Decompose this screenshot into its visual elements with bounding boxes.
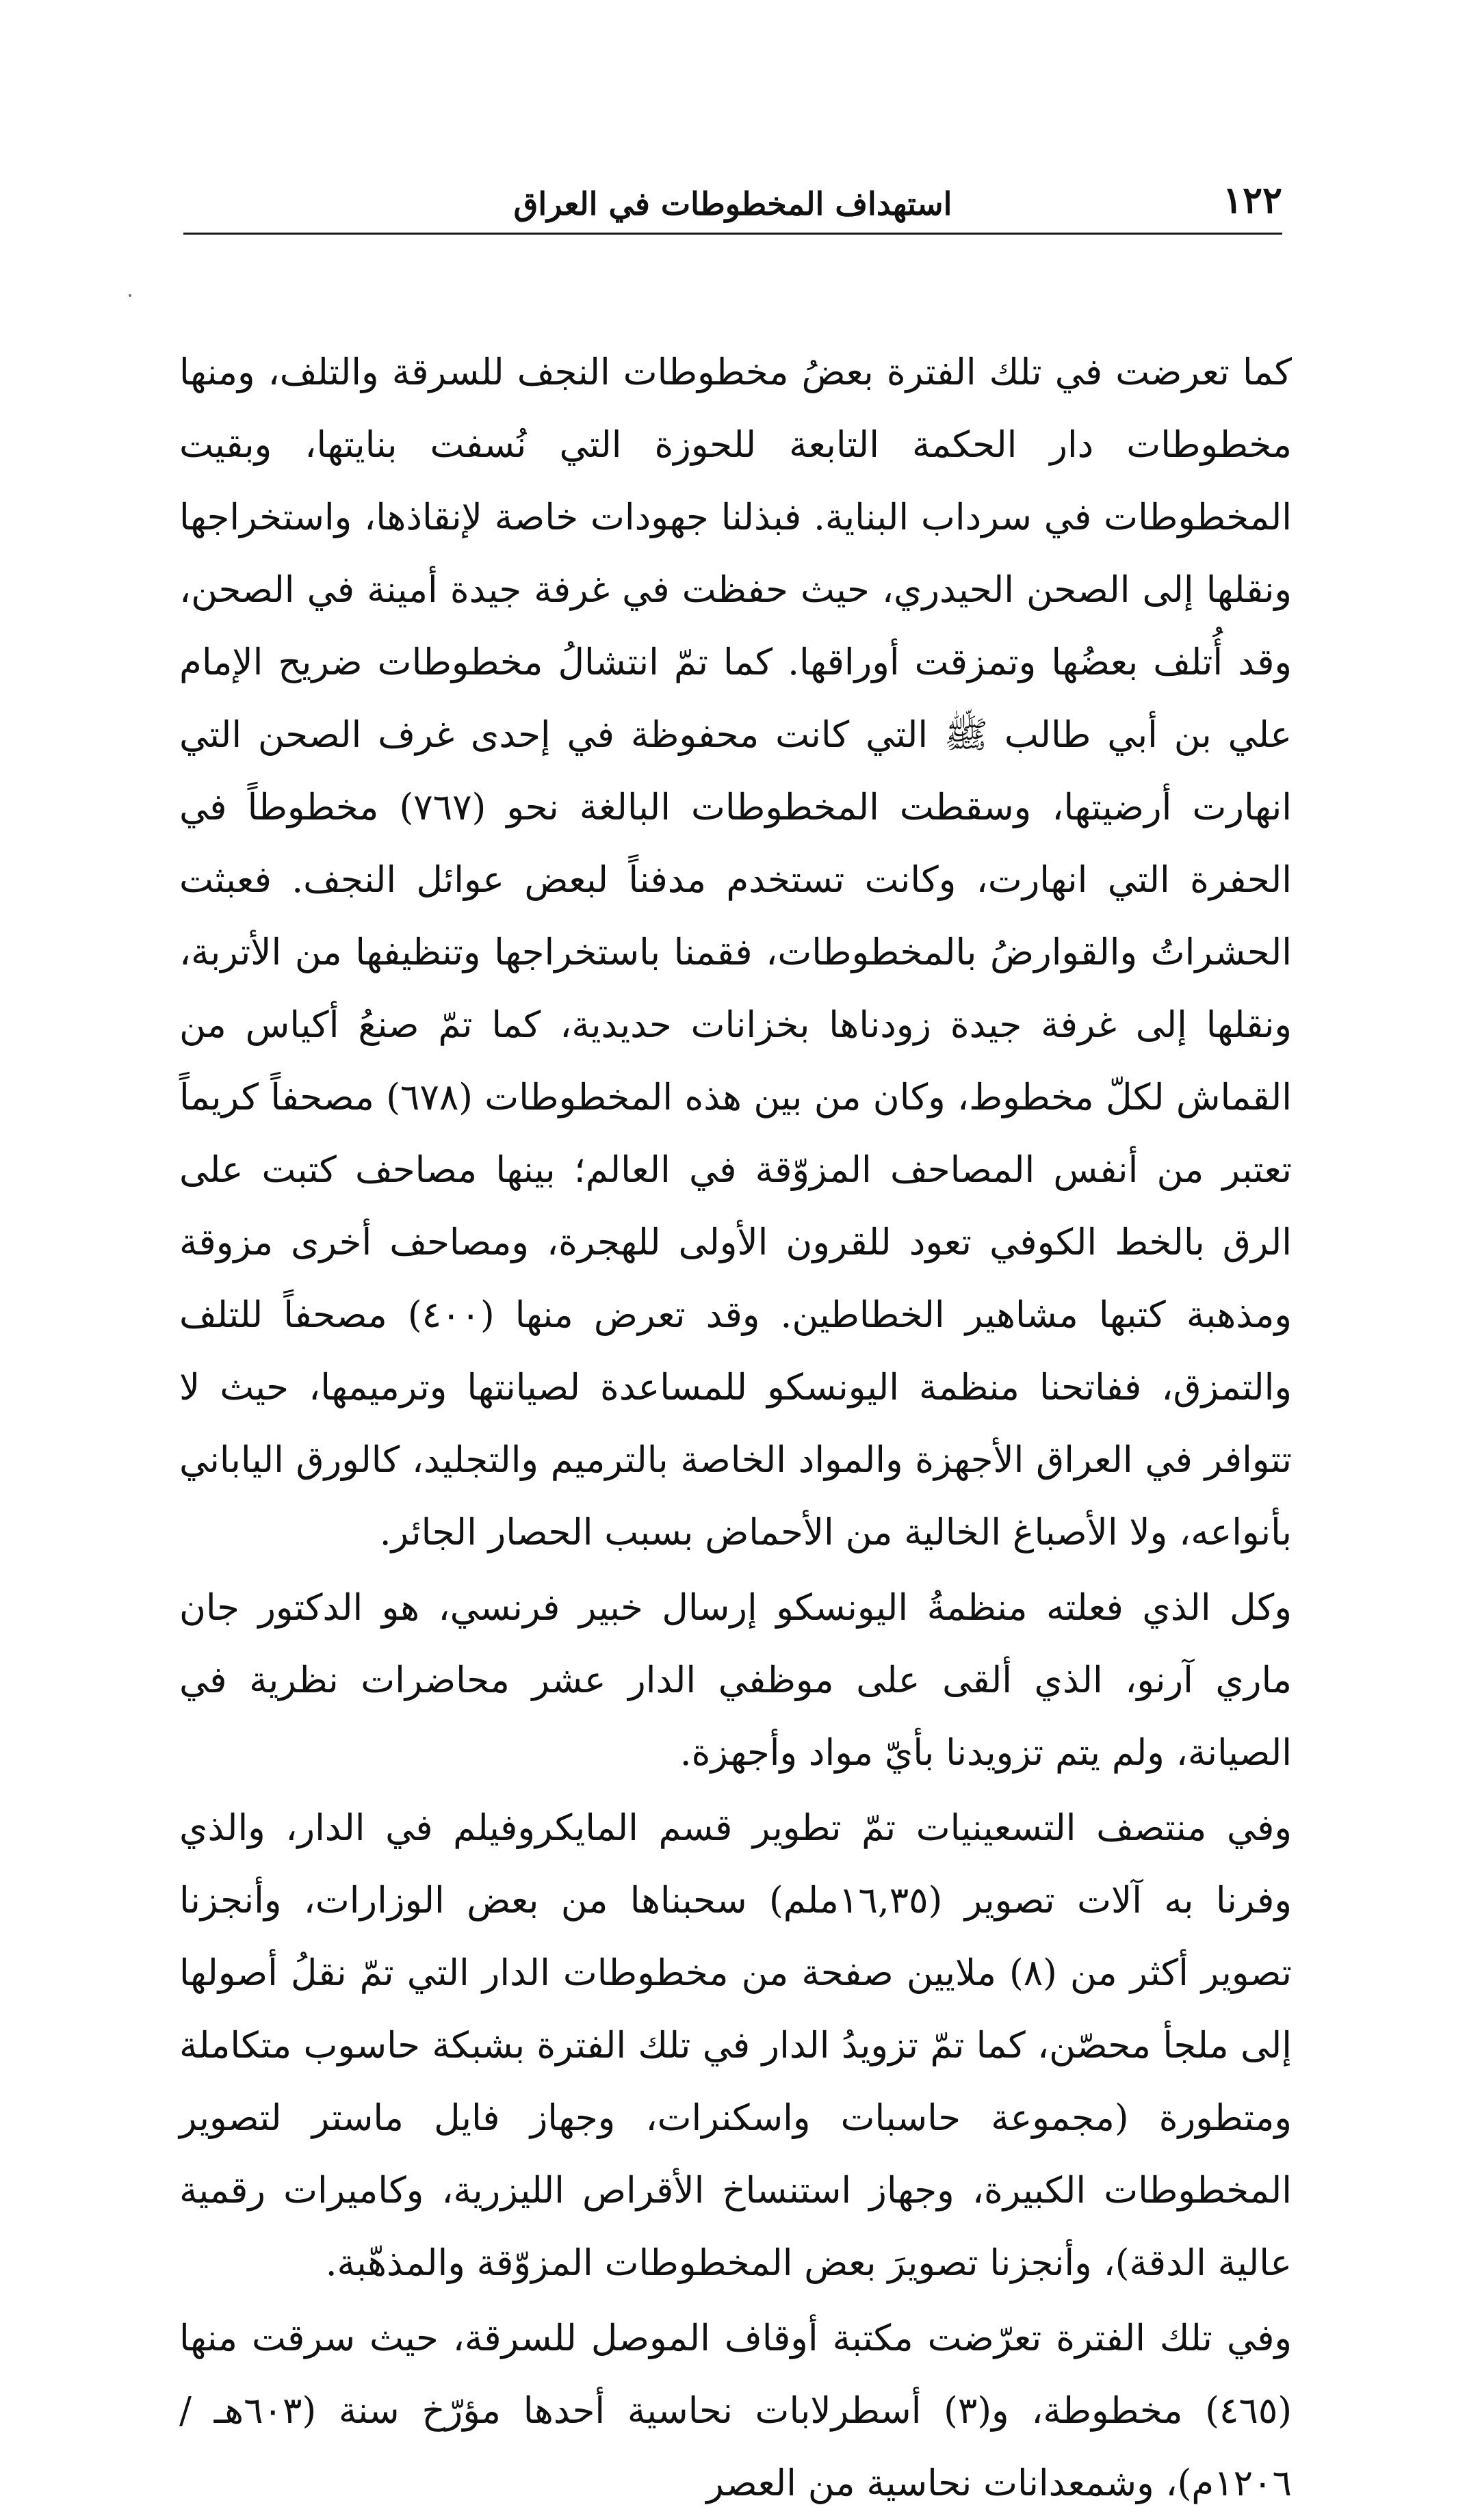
header-title: استهداف المخطوطات في العراق [513,185,952,222]
header-divider [183,233,1282,235]
paragraph: وفي تلك الفترة تعرّضت مكتبة أوقاف الموصل للسرقة، حيث سرقت منها (٤٦٥) مخطوطة، و(٣) أسطرلابات نحاسية أحدها مؤرّخ سنة (٦٠٣هـ /١٢٠٦م)، وشمعدانات نحاسية من العصر [179,2318,1292,2504]
body-text [179,337,1292,2520]
margin-speck [129,294,131,297]
paragraph: كما تعرضت في تلك الفترة بعضُ مخطوطات النجف للسرقة والتلف، ومنها مخطوطات دار الحكمة التابعة للحوزة التي نُسفت بنايتها، وبقيت المخطوطات في سرداب البناية. فبذلنا جهودات خاصة لإنقاذها، واستخراجها ونقلها إلى الصحن الحيدري، حيث حفظت في غرفة جيدة أمينة في الصحن، وقد أُتلف بعضُها وتمزقت أوراقها. كما تمّ انتشالُ مخطوطات ضريح الإمام علي بن أبي طالب ﷺ التي كانت محفوظة في إحدى غرف الصحن التي انهارت أرضيتها، وسقطت المخطوطات البالغة نحو (٧٦٧) مخطوطاً في الحفرة التي انهارت، وكانت تستخدم مدفناً لبعض عوائل النجف. فعبثت الحشراتُ والقوارضُ بالمخطوطات، فقمنا باستخراجها وتنظيفها من الأتربة، ونقلها إلى غرفة جيدة زودناها بخزانات حديدية، كما تمّ صنعُ أكياس من القماش لكلّ مخطوط، وكان من بين هذه المخطوطات (٦٧٨) مصحفاً كريماً تعتبر من أنفس المصاحف المزوّقة في العالم؛ بينها مصاحف كتبت على الرق بالخط الكوفي تعود للقرون الأولى للهجرة، ومصاحف أخرى مزوقة ومذهبة كتبها مشاهير الخطاطين. وقد تعرض منها (٤٠٠) مصحفاً للتلف والتمزق، ففاتحنا منظمة اليونسكو للمساعدة لصيانتها وترميمها، حيث لا تتوافر في العراق الأجهزة والمواد الخاصة بالترميم والتجليد، كالورق الياباني بأنواعه، ولا الأصباغ الخالية من الأحماض بسبب الحصار الجائر. [179,352,1292,1553]
paragraph: وفي منتصف التسعينيات تمّ تطوير قسم المايكروفيلم في الدار، والذي وفرنا به آلات تصوير (١٦,٣٥ملم) سحبناها من بعض الوزارات، وأنجزنا تصوير أكثر من (٨) ملايين صفحة من مخطوطات الدار التي تمّ نقلُ أصولها إلى ملجأ محصّن، كما تمّ تزويدُ الدار في تلك الفترة بشبكة حاسوب متكاملة ومتطورة (مجموعة حاسبات واسكنرات، وجهاز فايل ماستر لتصوير المخطوطات الكبيرة، وجهاز استنساخ الأقراص الليزرية، وكاميرات رقمية عالية الدقة)، وأنجزنا تصويرَ بعض المخطوطات المزوّقة والمذهّبة. [179,1807,1292,2284]
running-header [183,179,1282,227]
paragraph: وكل الذي فعلته منظمةُ اليونسكو إرسال خبير فرنسي، هو الدكتور جان ماري آرنو، الذي ألقى على موظفي الدار عشر محاضرات نظرية في الصيانة، ولم يتم تزويدنا بأيّ مواد وأجهزة. [179,1587,1292,1774]
page-number: ١٢٢ [1222,178,1282,222]
